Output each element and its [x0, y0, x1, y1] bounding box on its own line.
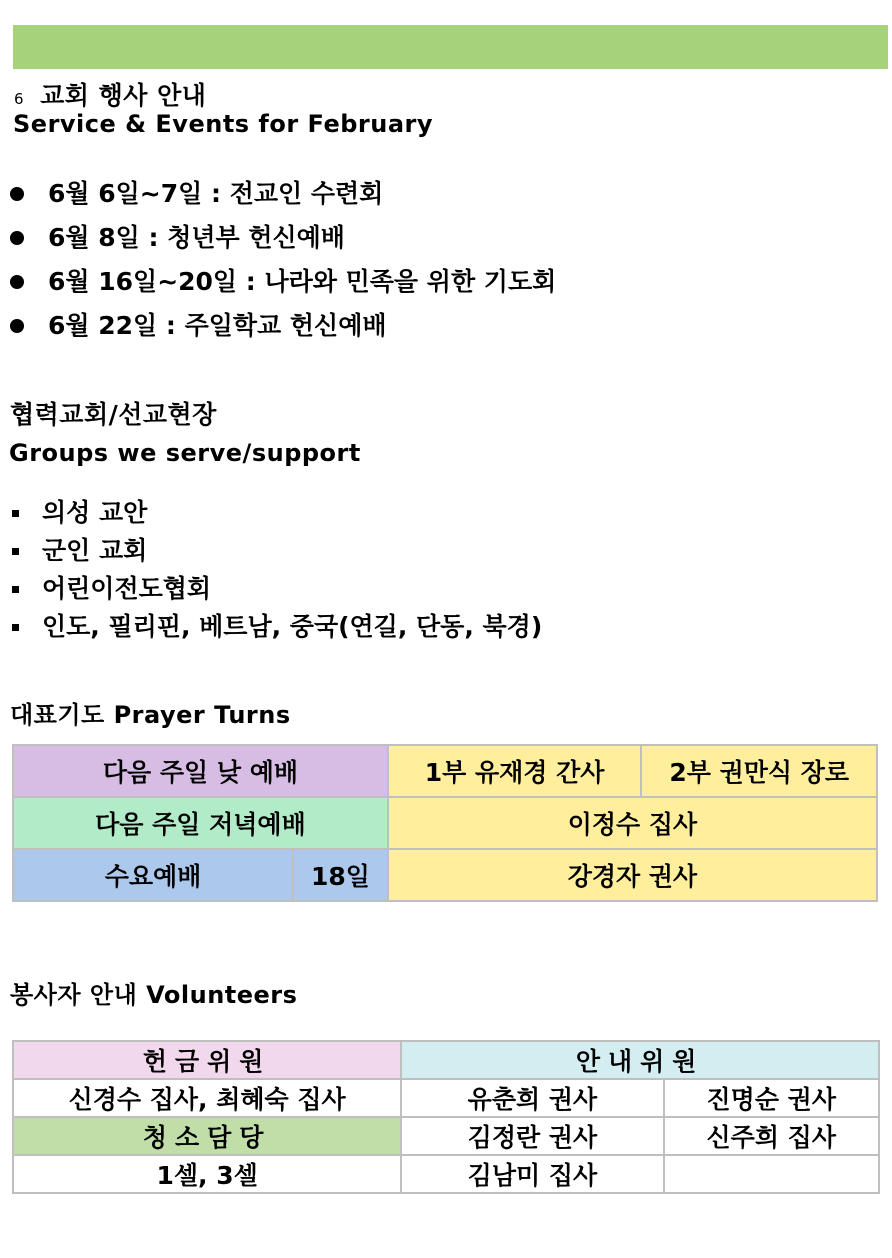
cleaning-members: 1셀, 3셀 [13, 1155, 401, 1193]
support-item: 의성 교안 [12, 494, 542, 532]
volunteers-title: 봉사자 안내 Volunteers [10, 981, 298, 1009]
support-title-ko: 협력교회/선교현장 [10, 400, 217, 429]
offering-header: 헌금위원 [13, 1041, 401, 1079]
event-list [10, 172, 556, 348]
bullet-icon [10, 319, 24, 333]
prayer-name: 1부 유재경 간사 [388, 745, 642, 797]
prayer-name: 이정수 집사 [388, 797, 877, 849]
usher-name: 신주희 집사 [664, 1117, 880, 1155]
prayer-label: 수요예배 [13, 849, 293, 901]
prayer-title: 대표기도 Prayer Turns [10, 701, 291, 729]
support-item: 어린이전도협회 [12, 570, 542, 608]
bullet-icon [10, 231, 24, 245]
table-row [13, 1155, 879, 1193]
bullet-icon [10, 187, 24, 201]
prayer-label: 다음 주일 낮 예배 [13, 745, 388, 797]
square-bullet-icon [12, 586, 19, 593]
table-row [13, 797, 877, 849]
table-row [13, 849, 877, 901]
table-row [13, 745, 877, 797]
table-row [13, 1041, 879, 1079]
event-item: 6월 16일~20일 : 나라와 민족을 위한 기도회 [10, 260, 556, 304]
table-row [13, 1117, 879, 1155]
usher-name: 김정란 권사 [401, 1117, 663, 1155]
square-bullet-icon [12, 624, 19, 631]
event-item: 6월 8일 : 청년부 헌신예배 [10, 216, 556, 260]
cleaning-header: 청소담당 [13, 1117, 401, 1155]
event-item: 6월 6일~7일 : 전교인 수련회 [10, 172, 556, 216]
support-item: 인도, 필리핀, 베트남, 중국(연길, 단동, 북경) [12, 608, 542, 646]
square-bullet-icon [12, 510, 19, 517]
support-item: 군인 교회 [12, 532, 542, 570]
header-banner [13, 25, 888, 69]
table-row [13, 1079, 879, 1117]
prayer-table [12, 744, 878, 902]
volunteers-table [12, 1040, 880, 1194]
usher-name [664, 1155, 880, 1193]
bullet-icon [10, 275, 24, 289]
page-title-ko: 교회 행사 안내 [40, 81, 207, 110]
square-bullet-icon [12, 548, 19, 555]
page-heading [14, 76, 206, 112]
offering-members: 신경수 집사, 최혜숙 집사 [13, 1079, 401, 1117]
prayer-name: 2부 권만식 장로 [641, 745, 877, 797]
prayer-label: 다음 주일 저녁예배 [13, 797, 388, 849]
event-item: 6월 22일 : 주일학교 헌신예배 [10, 304, 556, 348]
prayer-day: 18일 [293, 849, 388, 901]
usher-name: 진명순 권사 [664, 1079, 880, 1117]
usher-name: 유춘희 권사 [401, 1079, 663, 1117]
support-title-en: Groups we serve/support [9, 439, 361, 467]
usher-name: 김남미 집사 [401, 1155, 663, 1193]
usher-header: 안내위원 [401, 1041, 879, 1079]
page-number: 6 [14, 90, 25, 108]
page-title-en: Service & Events for February [13, 110, 434, 138]
support-list [12, 494, 542, 646]
prayer-name: 강경자 권사 [388, 849, 877, 901]
